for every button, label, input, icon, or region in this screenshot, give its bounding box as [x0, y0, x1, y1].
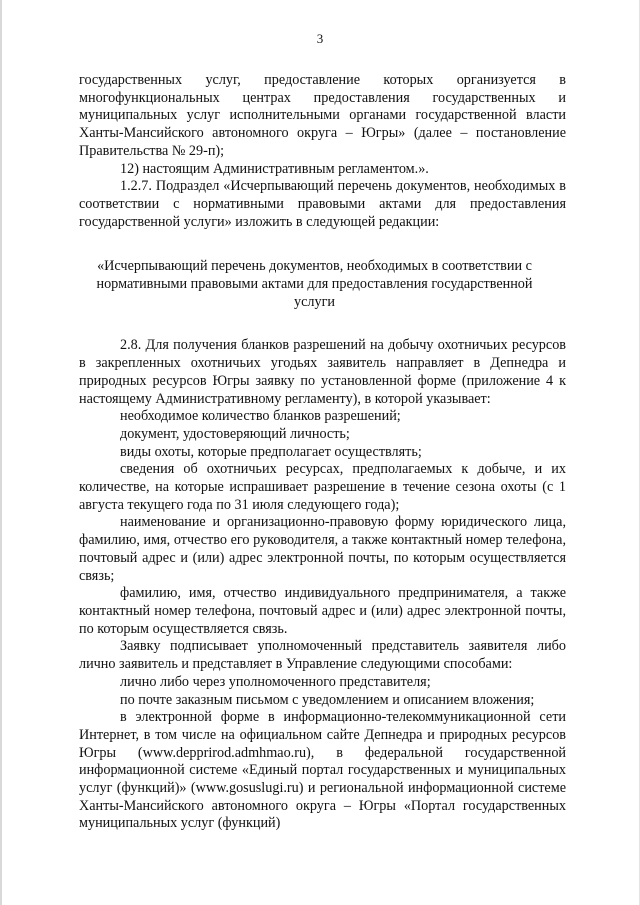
list-item-legal-entity: наименование и организационно-правовую форму юридического лица, фамилию, имя, отчество его руководителя, а также контактный номер телефона, почтовый адрес и (или) адрес электронной почты, по которым осуществляется связь;	[79, 514, 566, 584]
paragraph-item-12: 12) настоящим Административным регламентом.».	[120, 160, 429, 177]
paragraph-section-2-8: 2.8. Для получения бланков разрешений на добычу охотничьих ресурсов в закрепленных охотничьих угодьях заявитель направляет в Депнедра и природных ресурсов Югры заявку по установленной форме (приложение 4 к настоящему Административному регламенту), в которой указывает:	[79, 337, 566, 407]
list-item-electronic-form: в электронной форме в информационно-телекоммуникационной сети Интернет, в том числе на официальном сайте Депнедра и природных ресурсов Югры (www.depprirod.admhmao.ru), в федеральной государственной информационной системе «Единый портал государственных и муниципальных услуг (функций)» (www.gosuslugi.ru) и региональной информационной системе Ханты-Мансийского автономного округа – Югры «Портал государственных муниципальных услуг (функций)	[79, 709, 566, 832]
document-body	[79, 72, 566, 833]
list-item-by-mail: по почте заказным письмом с уведомлением и описанием вложения;	[120, 691, 535, 708]
list-item-in-person: лично либо через уполномоченного представителя;	[120, 673, 431, 690]
page-number: 3	[316, 31, 324, 46]
list-item-blank-count: необходимое количество бланков разрешений;	[120, 408, 401, 425]
section-heading: «Исчерпывающий перечень документов, необходимых в соответствии с нормативными правовыми актами для предоставления государственной услуги	[96, 258, 533, 310]
list-item-entrepreneur: фамилию, имя, отчество индивидуального предпринимателя, а также контактный номер телефона, почтовый адрес и (или) адрес электронной почты, по которым осуществляется связь.	[79, 585, 566, 637]
list-item-hunting-types: виды охоты, которые предполагает осуществлять;	[120, 443, 422, 460]
paragraph-section-1-2-7: 1.2.7. Подраздел «Исчерпывающий перечень документов, необходимых в соответствии с нормативными правовыми актами для предоставления государственной услуги» изложить в следующей редакции:	[79, 178, 566, 230]
paragraph-application-signing: Заявку подписывает уполномоченный представитель заявителя либо лично заявитель и представляет в Управление следующими способами:	[79, 638, 566, 673]
list-item-resources-info: сведения об охотничьих ресурсах, предполагаемых к добыче, и их количестве, на которые испрашивает разрешение в течение сезона охоты (с 1 августа текущего года по 31 июля следующего года);	[79, 461, 566, 513]
paragraph-continuation: государственных услуг, предоставление которых организуется в многофункциональных центрах предоставления государственных и муниципальных услуг исполнительными органами государственной власти Ханты-Мансийского автономного округа – Югры» (далее – постановление Правительства № 29-п);	[79, 72, 566, 159]
list-item-identity-document: документ, удостоверяющий личность;	[120, 425, 350, 442]
scan-edge-left	[0, 0, 2, 905]
